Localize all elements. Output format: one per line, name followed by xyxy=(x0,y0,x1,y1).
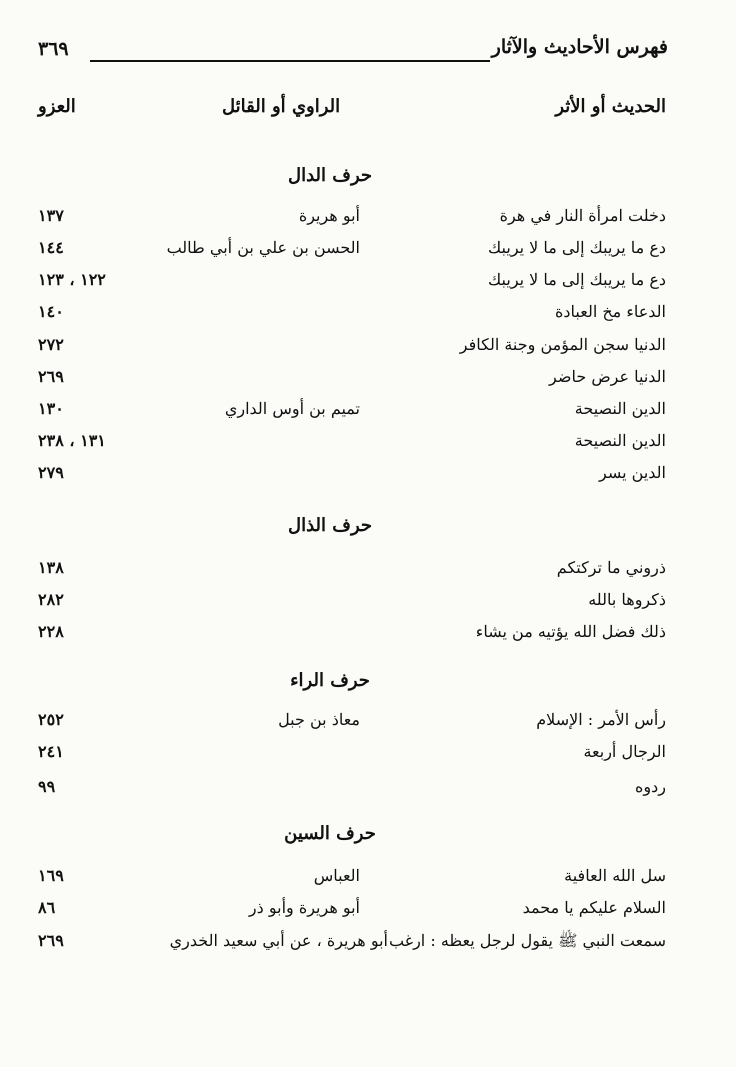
table-row xyxy=(0,463,736,491)
table-row xyxy=(0,742,736,770)
table-row xyxy=(0,898,736,926)
column-header-hadith: الحديث أو الأثر xyxy=(555,96,666,117)
hadith-text: دع ما يريبك إلى ما لا يريبك xyxy=(488,238,666,257)
hadith-text: رأس الأمر : الإسلام xyxy=(536,710,666,729)
table-row xyxy=(0,367,736,395)
reference-number: ١٢٢ ، ١٢٣ xyxy=(38,270,106,289)
table-row xyxy=(0,302,736,330)
reference-number: ٢٧٢ xyxy=(38,335,64,354)
hadith-text: ذروني ما تركتكم xyxy=(556,558,666,577)
table-row xyxy=(0,931,736,959)
reference-number: ٢٦٩ xyxy=(38,367,64,386)
reference-number: ١٣٠ xyxy=(38,399,64,418)
reference-number: ١٣٧ xyxy=(38,206,64,225)
table-row xyxy=(0,270,736,298)
hadith-text: الدنيا عرض حاضر xyxy=(549,367,666,386)
page-header xyxy=(38,36,668,66)
table-row xyxy=(0,431,736,459)
table-row xyxy=(0,710,736,738)
reference-number: ١٤٤ xyxy=(38,238,64,257)
section-title-dal: حرف الدال xyxy=(288,165,372,186)
narrator-text: تميم بن أوس الداري xyxy=(224,399,360,418)
narrator-text: أبو هريرة xyxy=(298,206,360,225)
column-header-reference: العزو xyxy=(38,96,76,117)
narrator-text: العباس xyxy=(313,866,360,885)
reference-number: ١٣١ ، ٢٣٨ xyxy=(38,431,106,450)
running-title: فهرس الأحاديث والآثار xyxy=(491,36,668,58)
page-number: ٣٦٩ xyxy=(38,38,69,60)
reference-number: ٢٤١ xyxy=(38,742,64,761)
reference-number: ١٣٨ xyxy=(38,558,64,577)
hadith-text: الرجال أربعة xyxy=(583,742,666,761)
hadith-text: ردوه xyxy=(635,777,666,796)
reference-number: ١٤٠ xyxy=(38,302,64,321)
hadith-text: الدين يسر xyxy=(599,463,666,482)
table-row xyxy=(0,399,736,427)
table-row xyxy=(0,558,736,586)
hadith-text: دخلت امرأة النار في هرة xyxy=(499,206,666,225)
hadith-text: ذكروها بالله xyxy=(588,590,666,609)
table-row xyxy=(0,238,736,266)
reference-number: ٢٦٩ xyxy=(38,931,64,950)
narrator-text: الحسن بن علي بن أبي طالب xyxy=(166,238,360,257)
hadith-text: السلام عليكم يا محمد xyxy=(522,898,666,917)
section-title-ra: حرف الراء xyxy=(290,670,370,691)
narrator-text: أبو هريرة وأبو ذر xyxy=(248,898,360,917)
hadith-text: الدين النصيحة xyxy=(574,431,666,450)
section-title-dhal: حرف الذال xyxy=(288,515,372,536)
hadith-text: ذلك فضل الله يؤتيه من يشاء xyxy=(475,622,666,641)
table-row xyxy=(0,866,736,894)
reference-number: ٢٧٩ xyxy=(38,463,64,482)
hadith-text: سل الله العافية xyxy=(564,866,666,885)
narrator-text: معاذ بن جبل xyxy=(278,710,360,729)
reference-number: ١٦٩ xyxy=(38,866,64,885)
hadith-text: دع ما يريبك إلى ما لا يريبك xyxy=(488,270,666,289)
table-row xyxy=(0,777,736,805)
table-row xyxy=(0,206,736,234)
header-rule xyxy=(90,60,490,62)
table-row xyxy=(0,622,736,650)
hadith-text: الدين النصيحة xyxy=(574,399,666,418)
reference-number: ٨٦ xyxy=(38,898,56,917)
reference-number: ٩٩ xyxy=(38,777,56,796)
section-title-sin: حرف السين xyxy=(284,823,376,844)
hadith-text: سمعت النبي ﷺ يقول لرجل يعظه : ارغب xyxy=(389,931,666,950)
table-row xyxy=(0,335,736,363)
table-row xyxy=(0,590,736,618)
column-header-narrator: الراوي أو القائل xyxy=(222,96,341,117)
hadith-text: الدعاء مخ العبادة xyxy=(555,302,666,321)
reference-number: ٢٥٢ xyxy=(38,710,64,729)
reference-number: ٢٨٢ xyxy=(38,590,64,609)
reference-number: ٢٢٨ xyxy=(38,622,64,641)
narrator-text: أبو هريرة ، عن أبي سعيد الخدري xyxy=(169,931,388,950)
hadith-text: الدنيا سجن المؤمن وجنة الكافر xyxy=(459,335,666,354)
